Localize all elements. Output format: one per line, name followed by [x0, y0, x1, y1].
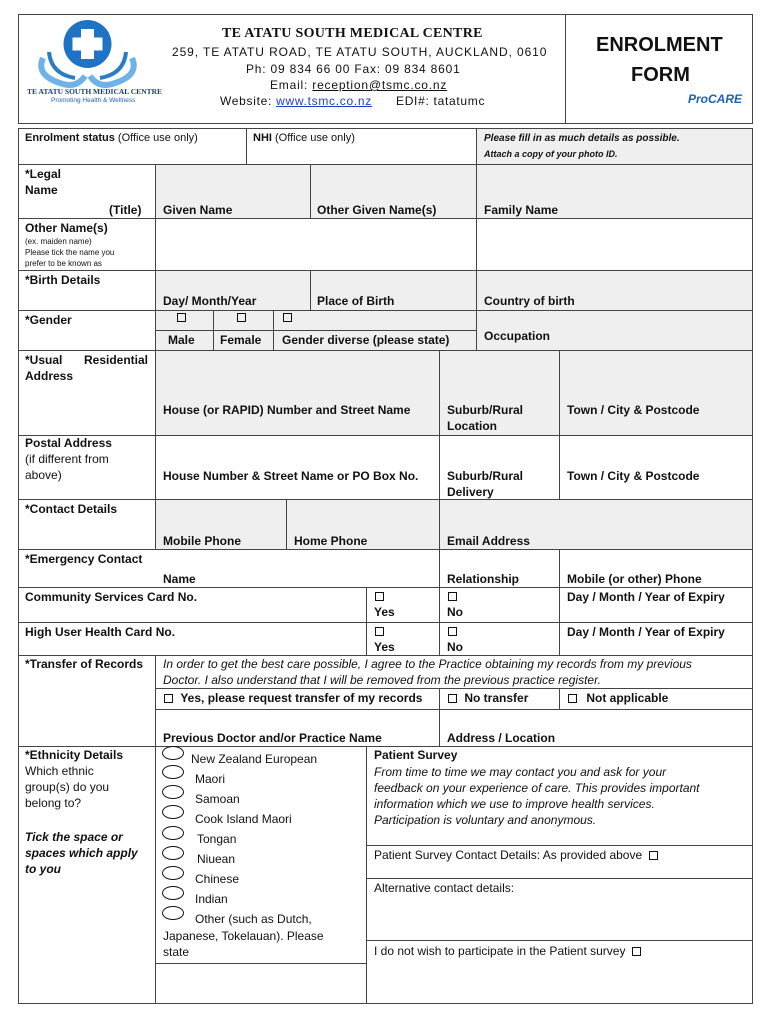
survey-title: Patient Survey	[374, 748, 458, 762]
postal-suburb-label-2: Delivery	[447, 485, 494, 499]
gender-female-checkbox[interactable]	[237, 313, 246, 322]
legal-label-2: Name	[25, 183, 58, 197]
family-name-label: Family Name	[484, 203, 559, 217]
ethnicity-other-radio[interactable]	[162, 906, 184, 920]
survey-contact-label: Patient Survey Contact Details: As provided above	[374, 848, 643, 862]
survey-text-4: Participation is voluntary and anonymous.	[374, 813, 597, 827]
mobile-phone-label: Mobile Phone	[163, 534, 241, 548]
csc-cell[interactable]	[18, 587, 367, 623]
ethnicity-option-chinese: Chinese	[195, 872, 240, 886]
survey-contact-checkbox[interactable]	[649, 851, 658, 860]
postal-town-label: Town / City & Postcode	[567, 469, 700, 483]
csc-no-checkbox[interactable]	[448, 592, 457, 601]
huhc-no-cell	[439, 622, 560, 656]
email-address-label: Email Address	[447, 534, 530, 548]
address-suburb-label-2: Location	[447, 419, 497, 433]
nhi-label: NHI (Office use only)	[253, 132, 355, 144]
transfer-no-row	[448, 691, 528, 706]
instructions-cell	[476, 128, 753, 165]
other-names-label-cell	[18, 218, 156, 271]
contact-label: *Contact Details	[25, 502, 118, 516]
gender-diverse-checkbox[interactable]	[283, 313, 292, 322]
ethnicity-label: *Ethnicity Details	[25, 748, 124, 762]
enrolment-status-cell	[18, 128, 247, 165]
patient-survey-cell	[366, 746, 753, 846]
birth-label-cell	[18, 270, 156, 311]
address-street-label: House (or RAPID) Number and Street Name	[163, 403, 411, 417]
postal-street-label: House Number & Street Name or PO Box No.	[163, 469, 419, 483]
address-label-b: Residential	[84, 353, 149, 367]
other-names-hint2: Please tick the name you	[25, 248, 115, 257]
contact-label-cell	[18, 499, 156, 550]
survey-optout-cell	[366, 940, 753, 1004]
email-label: Email:	[270, 78, 313, 92]
survey-contact-row	[374, 848, 658, 863]
survey-alternative-cell[interactable]	[366, 878, 753, 941]
huhc-yes-label: Yes	[374, 640, 395, 654]
address-street[interactable]	[155, 350, 440, 436]
other-names-hint1: (ex. maiden name)	[25, 237, 92, 246]
gender-male-label: Male	[168, 333, 195, 347]
procare-brand: ProCARE	[688, 92, 743, 106]
address-town-label: Town / City & Postcode	[567, 403, 700, 417]
address-label: *Usual	[25, 353, 63, 367]
transfer-yes-row	[164, 691, 422, 706]
occupation-label: Occupation	[484, 329, 551, 343]
address-suburb-label: Suburb/Rural	[447, 403, 524, 417]
huhc-label: High User Health Card No.	[25, 625, 176, 639]
gender-female-label: Female	[220, 333, 262, 347]
csc-expiry-label: Day / Month / Year of Expiry	[567, 590, 725, 604]
ethnicity-instruction-2: spaces which apply	[25, 846, 138, 860]
ethnicity-option-niuean: Niuean	[197, 852, 236, 866]
nhi-cell	[246, 128, 477, 165]
postal-suburb-label: Suburb/Rural	[447, 469, 524, 483]
instruction-line2: Attach a copy of your photo ID.	[484, 149, 618, 159]
survey-optout-row	[374, 944, 641, 959]
ethnicity-option-cook-island: Cook Island Maori	[195, 812, 292, 826]
ethnicity-tongan-radio[interactable]	[162, 826, 184, 840]
email-link[interactable]: reception@tsmc.co.nz	[312, 78, 448, 92]
csc-label: Community Services Card No.	[25, 590, 198, 604]
address-label-2: Address	[25, 369, 74, 383]
ethnicity-label-cell	[18, 746, 156, 1004]
survey-contact-cell	[366, 845, 753, 879]
emergency-relationship-cell[interactable]	[439, 549, 560, 588]
mobile-phone-cell[interactable]	[155, 499, 287, 550]
ethnicity-option-tongan: Tongan	[197, 832, 237, 846]
transfer-no-label: No transfer	[464, 691, 529, 705]
transfer-yes-label: Yes, please request transfer of my records	[180, 691, 423, 705]
emergency-phone-label: Mobile (or other) Phone	[567, 572, 702, 586]
legal-name-label-cell	[18, 164, 156, 219]
ethnicity-question-1: Which ethnic	[25, 764, 94, 778]
ethnicity-nz-european-radio[interactable]	[162, 746, 184, 760]
postal-town[interactable]	[559, 435, 753, 500]
website-link[interactable]: www.tsmc.co.nz	[276, 94, 372, 108]
emergency-name-label: Name	[163, 572, 196, 586]
logo-text-line2: Promoting Health & Wellness	[51, 97, 136, 104]
previous-address-cell[interactable]	[439, 709, 753, 747]
ethnicity-option-other: Other (such as Dutch,	[195, 912, 312, 926]
emergency-phone-cell[interactable]	[559, 549, 753, 588]
instruction-line1: Please fill in as much details as possible.	[484, 133, 680, 144]
ethnicity-instruction-1: Tick the space or	[25, 830, 123, 844]
centre-name: TE ATATU SOUTH MEDICAL CENTRE	[222, 26, 483, 41]
transfer-yes-checkbox[interactable]	[164, 694, 173, 703]
ethnicity-option-maori: Maori	[195, 772, 226, 786]
postal-suburb[interactable]	[439, 435, 560, 500]
huhc-expiry-label: Day / Month / Year of Expiry	[567, 625, 725, 639]
transfer-yes-option[interactable]	[155, 688, 440, 710]
ethnicity-other-input[interactable]	[155, 963, 367, 1004]
transfer-na-label: Not applicable	[586, 691, 669, 705]
postal-label-3: above)	[25, 468, 62, 482]
huhc-no-label: No	[447, 640, 463, 654]
ethnicity-cook-island-radio[interactable]	[162, 805, 184, 819]
huhc-cell[interactable]	[18, 622, 367, 656]
transfer-na-checkbox[interactable]	[568, 694, 577, 703]
csc-expiry-cell[interactable]	[559, 587, 753, 623]
emergency-contact-cell	[18, 549, 440, 588]
medical-cross-logo-icon	[25, 18, 150, 88]
title-label: (Title)	[109, 203, 142, 217]
given-name-label: Given Name	[163, 203, 233, 217]
transfer-label-cell	[18, 655, 156, 747]
ethnicity-question-3: belong to?	[25, 796, 82, 810]
website-label: Website:	[220, 94, 277, 108]
edi-number: EDI#: tatatumc	[395, 94, 486, 108]
ethnicity-maori-radio[interactable]	[162, 765, 184, 779]
ethnicity-other-cont-2: state	[163, 945, 190, 959]
transfer-label: *Transfer of Records	[25, 657, 144, 671]
survey-text-1: From time to time we may contact you and ask for your	[374, 765, 667, 779]
csc-yes-cell	[366, 587, 440, 623]
survey-alternative-label: Alternative contact details:	[374, 881, 515, 895]
transfer-no-option[interactable]	[439, 688, 560, 710]
legal-label: *Legal	[25, 167, 62, 181]
ethnicity-instruction-3: to you	[25, 862, 61, 876]
dob-label: Day/ Month/Year	[163, 294, 257, 308]
transfer-na-option[interactable]	[559, 688, 753, 710]
csc-yes-label: Yes	[374, 605, 395, 619]
survey-optout-label: I do not wish to participate in the Patient survey	[374, 944, 626, 958]
legal-name-header	[155, 164, 753, 219]
address-town[interactable]	[559, 350, 753, 436]
form-title-line1: ENROLMENT	[596, 34, 723, 56]
postal-label: Postal Address	[25, 436, 112, 450]
clinic-logo	[25, 18, 163, 113]
home-phone-cell[interactable]	[286, 499, 440, 550]
centre-address: 259, TE ATATU ROAD, TE ATATU SOUTH, AUCKLAND, 0610	[172, 45, 548, 59]
other-names-label: Other Name(s)	[25, 221, 108, 235]
previous-doctor-label: Previous Doctor and/or Practice Name	[163, 731, 382, 745]
birth-label: *Birth Details	[25, 273, 101, 287]
centre-phone-fax: Ph: 09 834 66 00 Fax: 09 834 8601	[246, 62, 461, 76]
ethnicity-other-cont-1: Japanese, Tokelauan). Please	[163, 929, 324, 943]
huhc-yes-checkbox[interactable]	[375, 627, 384, 636]
gender-diverse-label: Gender diverse (please state)	[282, 333, 450, 347]
huhc-expiry-cell[interactable]	[559, 622, 753, 656]
ethnicity-option-nz-european: New Zealand European	[191, 752, 318, 766]
ethnicity-indian-radio[interactable]	[162, 886, 184, 900]
address-suburb[interactable]	[439, 350, 560, 436]
gender-label: *Gender	[25, 313, 72, 327]
other-names-hint3: prefer to be known as	[25, 259, 102, 268]
transfer-consent	[155, 655, 753, 689]
place-of-birth-label: Place of Birth	[317, 294, 395, 308]
postal-street[interactable]	[155, 435, 440, 500]
ethnicity-niuean-radio[interactable]	[162, 846, 184, 860]
csc-no-cell	[439, 587, 560, 623]
centre-website-row	[220, 94, 485, 109]
ethnicity-chinese-radio[interactable]	[162, 866, 184, 880]
gender-male-checkbox[interactable]	[177, 313, 186, 322]
transfer-text-line2: Doctor. I also understand that I will be removed from the previous practice register.	[163, 673, 601, 687]
other-given-label: Other Given Name(s)	[317, 203, 437, 217]
logo-text-line1: TE ATATU SOUTH MEDICAL CENTRE	[27, 87, 163, 96]
transfer-no-checkbox[interactable]	[448, 694, 457, 703]
huhc-no-checkbox[interactable]	[448, 627, 457, 636]
emergency-relationship-label: Relationship	[447, 572, 520, 586]
ethnicity-question-2: group(s) do you	[25, 780, 110, 794]
csc-no-label: No	[447, 605, 463, 619]
ethnicity-option-samoan: Samoan	[195, 792, 240, 806]
centre-email-row	[270, 78, 447, 93]
form-title-line2: FORM	[631, 64, 690, 86]
ethnicity-samoan-radio[interactable]	[162, 785, 184, 799]
email-address-cell[interactable]	[439, 499, 753, 550]
previous-address-label: Address / Location	[447, 731, 556, 745]
postal-label-2: (if different from	[25, 452, 109, 466]
gender-label-cell	[18, 310, 156, 351]
home-phone-label: Home Phone	[294, 534, 368, 548]
emergency-label: *Emergency Contact	[25, 552, 143, 566]
huhc-yes-cell	[366, 622, 440, 656]
postal-label-cell	[18, 435, 156, 500]
other-names-input-2[interactable]	[476, 218, 753, 271]
survey-text-2: feedback on your experience of care. This provides important	[374, 781, 700, 795]
ethnicity-option-indian: Indian	[195, 892, 228, 906]
previous-doctor-cell[interactable]	[155, 709, 440, 747]
country-of-birth-label: Country of birth	[484, 294, 575, 308]
survey-optout-checkbox[interactable]	[632, 947, 641, 956]
transfer-text-line1: In order to get the best care possible, I agree to the Practice obtaining my records from my previous	[163, 657, 692, 671]
occupation-cell[interactable]	[476, 310, 753, 351]
transfer-na-row	[568, 691, 668, 706]
survey-text-3: information which we use to improve health services.	[374, 797, 655, 811]
enrolment-status-label: Enrolment status (Office use only)	[25, 132, 198, 144]
address-label-cell	[18, 350, 156, 436]
csc-yes-checkbox[interactable]	[375, 592, 384, 601]
other-names-input[interactable]	[155, 218, 477, 271]
